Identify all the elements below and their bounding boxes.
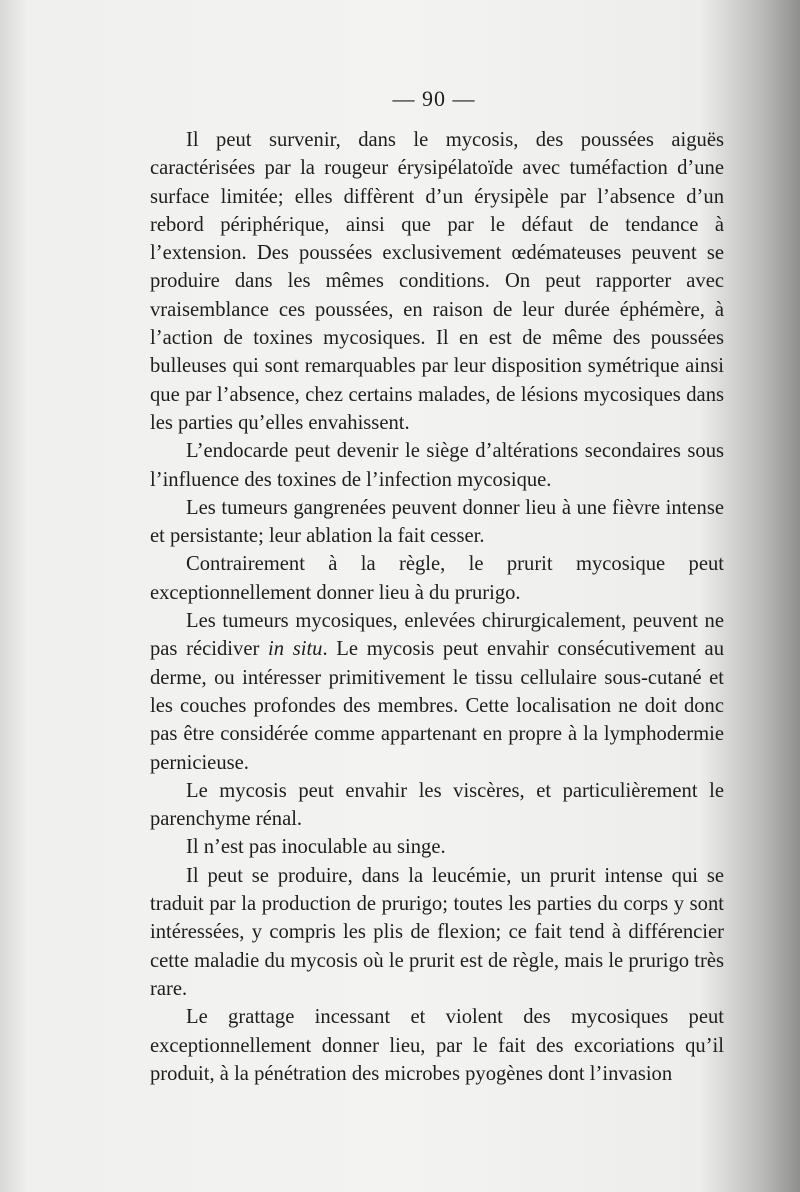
paragraph-5-italic: in situ — [268, 638, 323, 661]
paragraph-5-part-2: . Le mycosis peut envahir consécutivement au derme, ou intéresser primitivement le tissu cellulaire sous-cutané et les couches profondes des membres. Cette localisation ne doit donc pas être considérée comme appartenant en propre à la lymphodermie pernicieuse. — [150, 638, 724, 774]
paragraph-3: Les tumeurs gangrenées peuvent donner lieu à une fièvre intense et persistante; leur ablation la fait cesser. — [150, 496, 724, 548]
body-text — [150, 126, 724, 1088]
paragraph-6: Le mycosis peut envahir les viscères, et particulièrement le parenchyme rénal. — [150, 779, 724, 831]
paragraph-7: Il n’est pas inoculable au singe. — [186, 836, 446, 859]
paragraph-4: Contrairement à la règle, le prurit mycosique peut exceptionnellement donner lieu à du prurigo. — [150, 553, 724, 604]
paragraph-9: Le grattage incessant et violent des mycosiques peut exceptionnellement donner lieu, par le fait des excoriations qu’il produit, à la pénétration des microbes pyogènes dont l’invasion — [150, 1006, 724, 1085]
paragraph-8: Il peut se produire, dans la leucémie, un prurit intense qui se traduit par la production de prurigo; toutes les parties du corps y sont intéressées, y compris les plis de flexion; ce fait tend à différencier cette maladie du mycosis où le prurit est de règle, mais le prurigo très rare. — [150, 864, 724, 1000]
paragraph-5 — [150, 607, 724, 777]
paragraph-2: L’endocarde peut devenir le siège d’altérations secondaires sous l’influence des toxines de l’infection mycosique. — [150, 440, 724, 491]
page-number: — 90 — — [392, 86, 476, 111]
paragraph-1: Il peut survenir, dans le mycosis, des poussées aiguës caractérisées par la rougeur érysipélatoïde avec tuméfaction d’une surface limitée; elles diffèrent d’un érysipèle par l’absence d’un rebord périphérique, ainsi que par le défaut de tendance à l’extension. Des poussées exclusivement œdémateuses peuvent se produire dans les mêmes conditions. On peut rapporter avec vraisemblance ces poussées, en raison de leur durée éphémère, à l’action de toxines mycosiques. Il en est de même des poussées bulleuses qui sont remarquables par leur disposition symétrique ainsi que par l’absence, chez certains malades, de lésions mycosiques dans les parties qu’elles envahissent. — [150, 129, 724, 434]
paragraph-5-part-1: Les tumeurs mycosiques, enlevées chirurgicalement, peuvent ne pas récidiver — [150, 610, 724, 661]
